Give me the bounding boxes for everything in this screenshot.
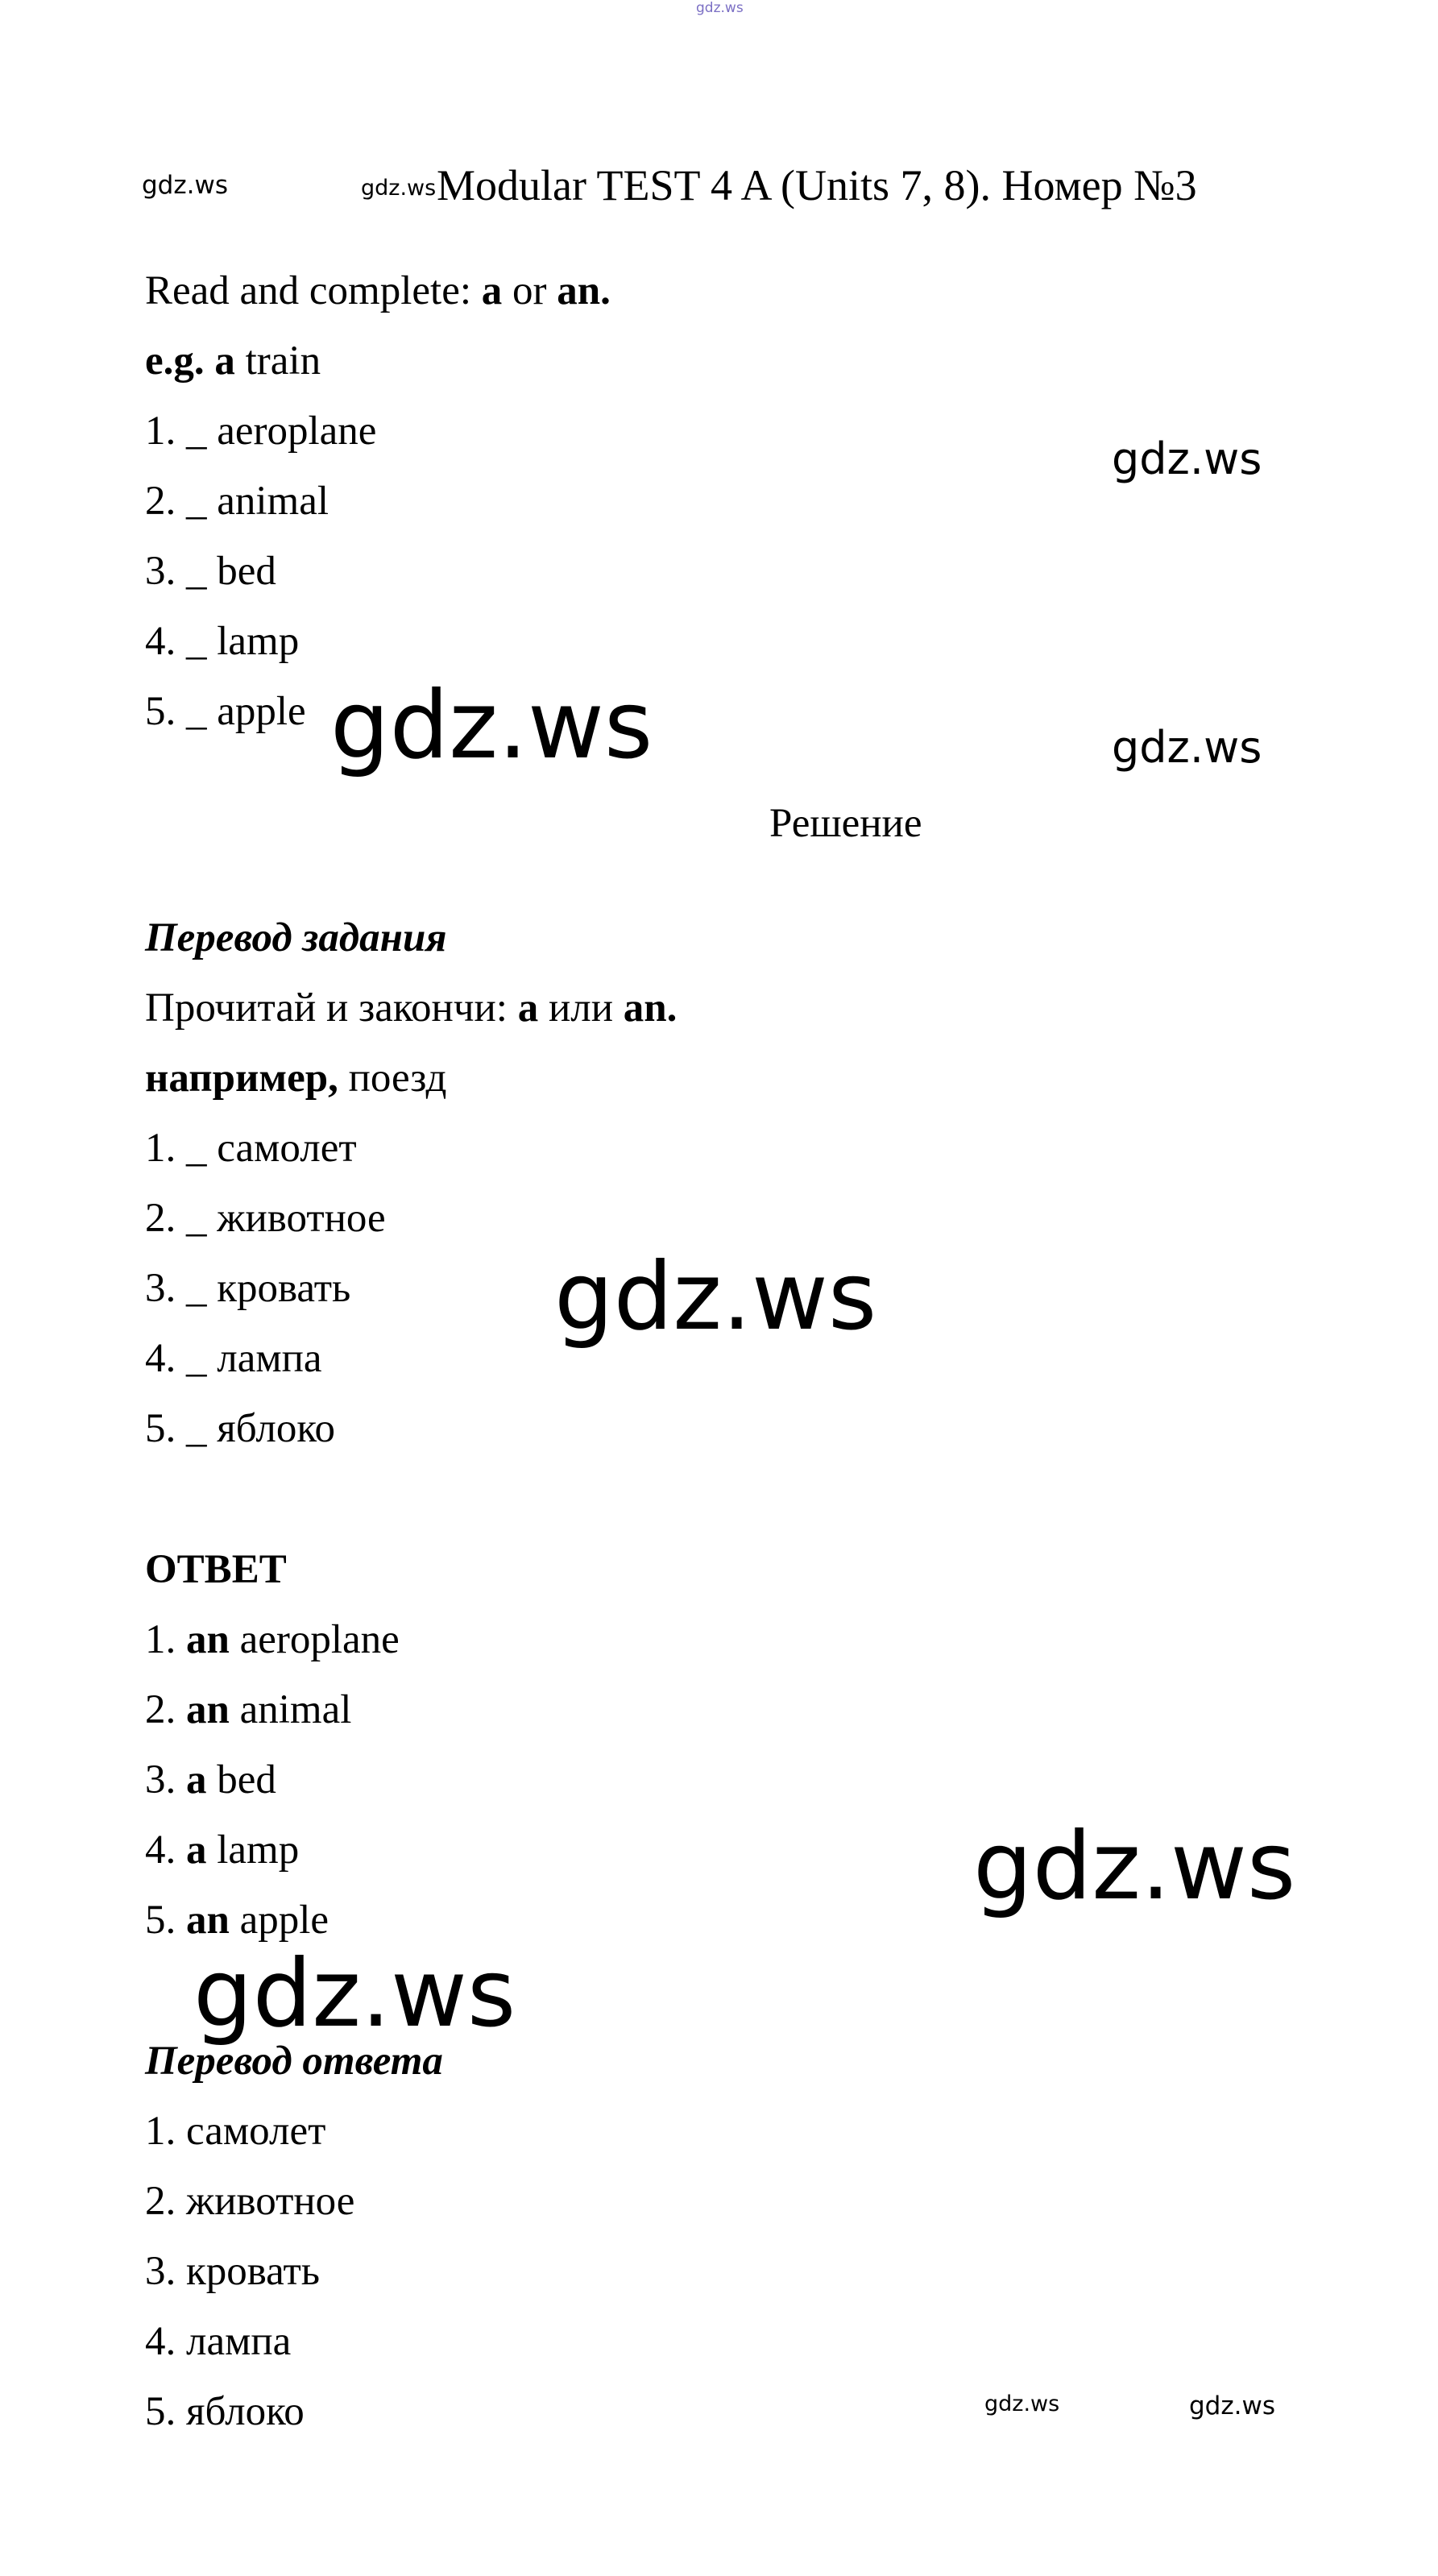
answer-translation-item: 2. животное [145, 2179, 355, 2224]
answer-heading-text: ОТВЕТ [145, 1547, 287, 1592]
solution-heading: Решение [769, 801, 922, 846]
answer-num: 4. [145, 1827, 186, 1873]
translation-example-label: например, [145, 1056, 338, 1101]
example-label: e.g. a [145, 338, 235, 384]
page-title: Modular TEST 4 A (Units 7, 8). Номер №3 [437, 161, 1197, 209]
instruction-text: Read and complete: [145, 268, 482, 313]
watermark-right-2: gdz.ws [1112, 722, 1262, 773]
translation-item: 2. _ животное [145, 1196, 386, 1241]
watermark-header-left: gdz.ws [142, 171, 228, 200]
answer-num: 2. [145, 1687, 186, 1732]
answer-heading [145, 1545, 287, 1594]
answer-item [145, 1616, 400, 1664]
option-a: a [481, 268, 503, 313]
answer-item [145, 1826, 299, 1874]
watermark-top: gdz.ws [696, 0, 744, 16]
translation-heading: Перевод задания [145, 915, 447, 960]
answer-num: 1. [145, 1617, 186, 1662]
answer-num: 5. [145, 1898, 186, 1943]
answer-item [145, 1756, 276, 1804]
or-word: or [502, 268, 557, 313]
answer-translation-item: 5. яблоко [145, 2389, 305, 2434]
answer-article: an [186, 1687, 230, 1732]
answer-translation-item: 1. самолет [145, 2109, 326, 2154]
task-instruction [145, 267, 611, 315]
watermark-right-1: gdz.ws [1112, 433, 1262, 484]
answer-item [145, 1686, 351, 1734]
translation-instruction-text: Прочитай и закончи: [145, 985, 518, 1031]
watermark-bottom-small: gdz.ws [984, 2391, 1060, 2416]
task-item: 1. _ aeroplane [145, 409, 377, 454]
translation-example [145, 1054, 446, 1102]
answer-article: a [186, 1827, 207, 1873]
translation-instruction [145, 984, 677, 1032]
watermark-big-1: gdz.ws [330, 671, 653, 780]
option-an: an. [557, 268, 611, 313]
answer-article: an [186, 1617, 230, 1662]
task-example [145, 337, 321, 385]
task-item: 4. _ lamp [145, 619, 300, 664]
answer-word: aeroplane [229, 1617, 400, 1662]
answer-word: apple [229, 1898, 329, 1943]
answer-translation-item: 4. лампа [145, 2319, 292, 2364]
translation-example-word: поезд [338, 1056, 447, 1101]
answer-word: animal [229, 1687, 352, 1732]
answer-word: bed [206, 1757, 276, 1802]
translation-item: 5. _ яблоко [145, 1406, 336, 1451]
translation-or-word: или [538, 985, 624, 1031]
answer-translation-item: 3. кровать [145, 2249, 321, 2294]
watermark-header-inline: gdz.ws [361, 176, 437, 201]
answer-num: 3. [145, 1757, 186, 1802]
task-item: 3. _ bed [145, 549, 276, 594]
answer-article: a [186, 1757, 207, 1802]
translation-option-a: a [517, 985, 539, 1031]
translation-item: 4. _ лампа [145, 1336, 322, 1381]
answer-word: lamp [206, 1827, 300, 1873]
translation-item: 1. _ самолет [145, 1126, 357, 1171]
watermark-big-3: gdz.ws [973, 1812, 1296, 1921]
watermark-big-4: gdz.ws [193, 1939, 516, 2048]
translation-option-an: an. [623, 985, 678, 1031]
task-item: 5. _ apple [145, 689, 306, 734]
answer-translation-heading: Перевод ответа [145, 2039, 443, 2084]
example-word: train [234, 338, 321, 384]
watermark-bottom-right: gdz.ws [1189, 2391, 1275, 2420]
answer-article: an [186, 1898, 230, 1943]
task-item: 2. _ animal [145, 479, 329, 524]
answer-item [145, 1896, 329, 1944]
translation-item: 3. _ кровать [145, 1266, 351, 1311]
watermark-big-2: gdz.ws [554, 1242, 877, 1351]
